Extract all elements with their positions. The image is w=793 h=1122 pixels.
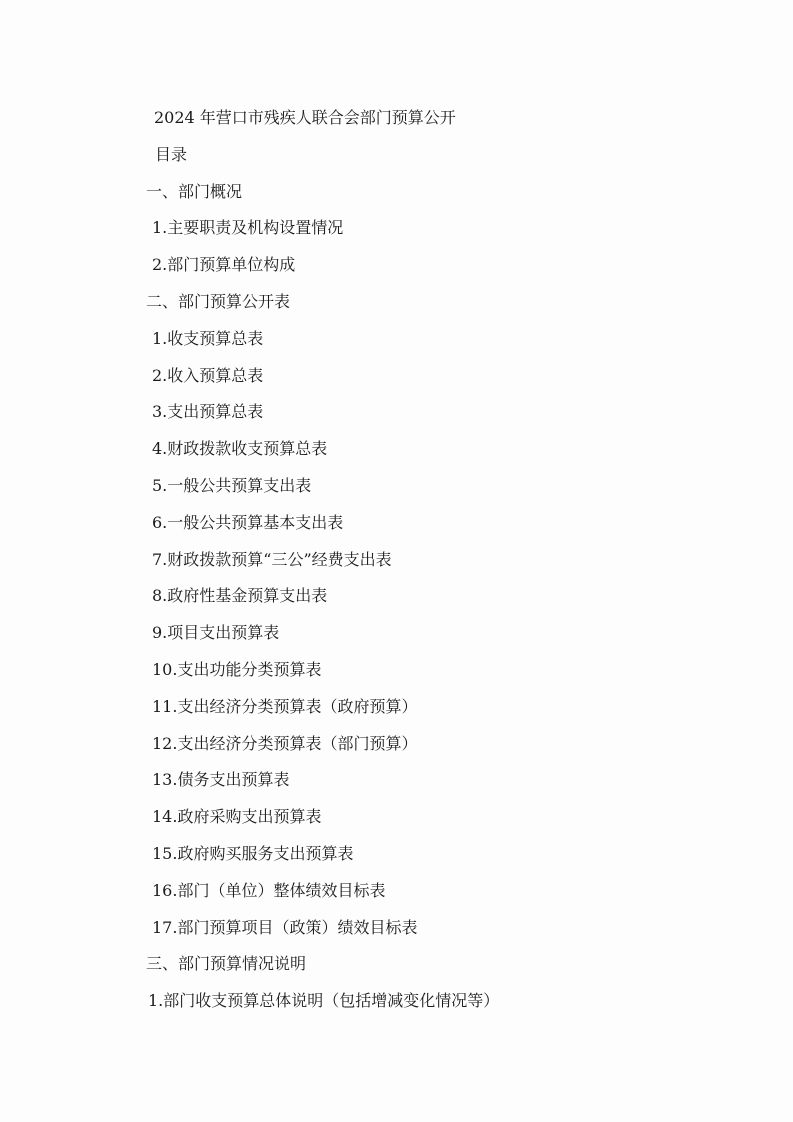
toc-item: 15.政府购买服务支出预算表 <box>152 843 354 863</box>
document-content <box>146 108 706 1028</box>
toc-item: 11.支出经济分类预算表（政府预算） <box>152 696 418 716</box>
section-heading-2: 二、部门预算公开表 <box>146 291 291 311</box>
toc-item: 14.政府采购支出预算表 <box>152 807 322 827</box>
toc-item: 5.一般公共预算支出表 <box>152 475 312 495</box>
toc-item: 1.收支预算总表 <box>152 328 264 348</box>
section-heading-1: 一、部门概况 <box>146 181 243 201</box>
toc-item: 3.支出预算总表 <box>152 402 264 422</box>
toc-heading: 目录 <box>155 144 188 164</box>
toc-item: 10.支出功能分类预算表 <box>152 659 322 679</box>
toc-item: 7.财政拨款预算“三公”经费支出表 <box>152 549 392 569</box>
toc-item: 1.主要职责及机构设置情况 <box>152 218 344 238</box>
toc-item: 4.财政拨款收支预算总表 <box>152 439 328 459</box>
document-title: 2024 年营口市残疾人联合会部门预算公开 <box>154 108 456 127</box>
toc-item: 9.项目支出预算表 <box>152 623 280 643</box>
toc-item: 1.部门收支预算总体说明（包括增减变化情况等） <box>148 991 500 1011</box>
toc-item: 13.债务支出预算表 <box>152 770 290 790</box>
toc-item: 2.部门预算单位构成 <box>152 255 296 275</box>
toc-item: 16.部门（单位）整体绩效目标表 <box>152 880 386 900</box>
section-heading-3: 三、部门预算情况说明 <box>146 954 307 974</box>
toc-item: 6.一般公共预算基本支出表 <box>152 512 344 532</box>
toc-item: 12.支出经济分类预算表（部门预算） <box>152 733 418 753</box>
toc-item: 17.部门预算项目（政策）绩效目标表 <box>152 917 418 937</box>
toc-item: 8.政府性基金预算支出表 <box>152 586 328 606</box>
toc-item: 2.收入预算总表 <box>152 365 264 385</box>
